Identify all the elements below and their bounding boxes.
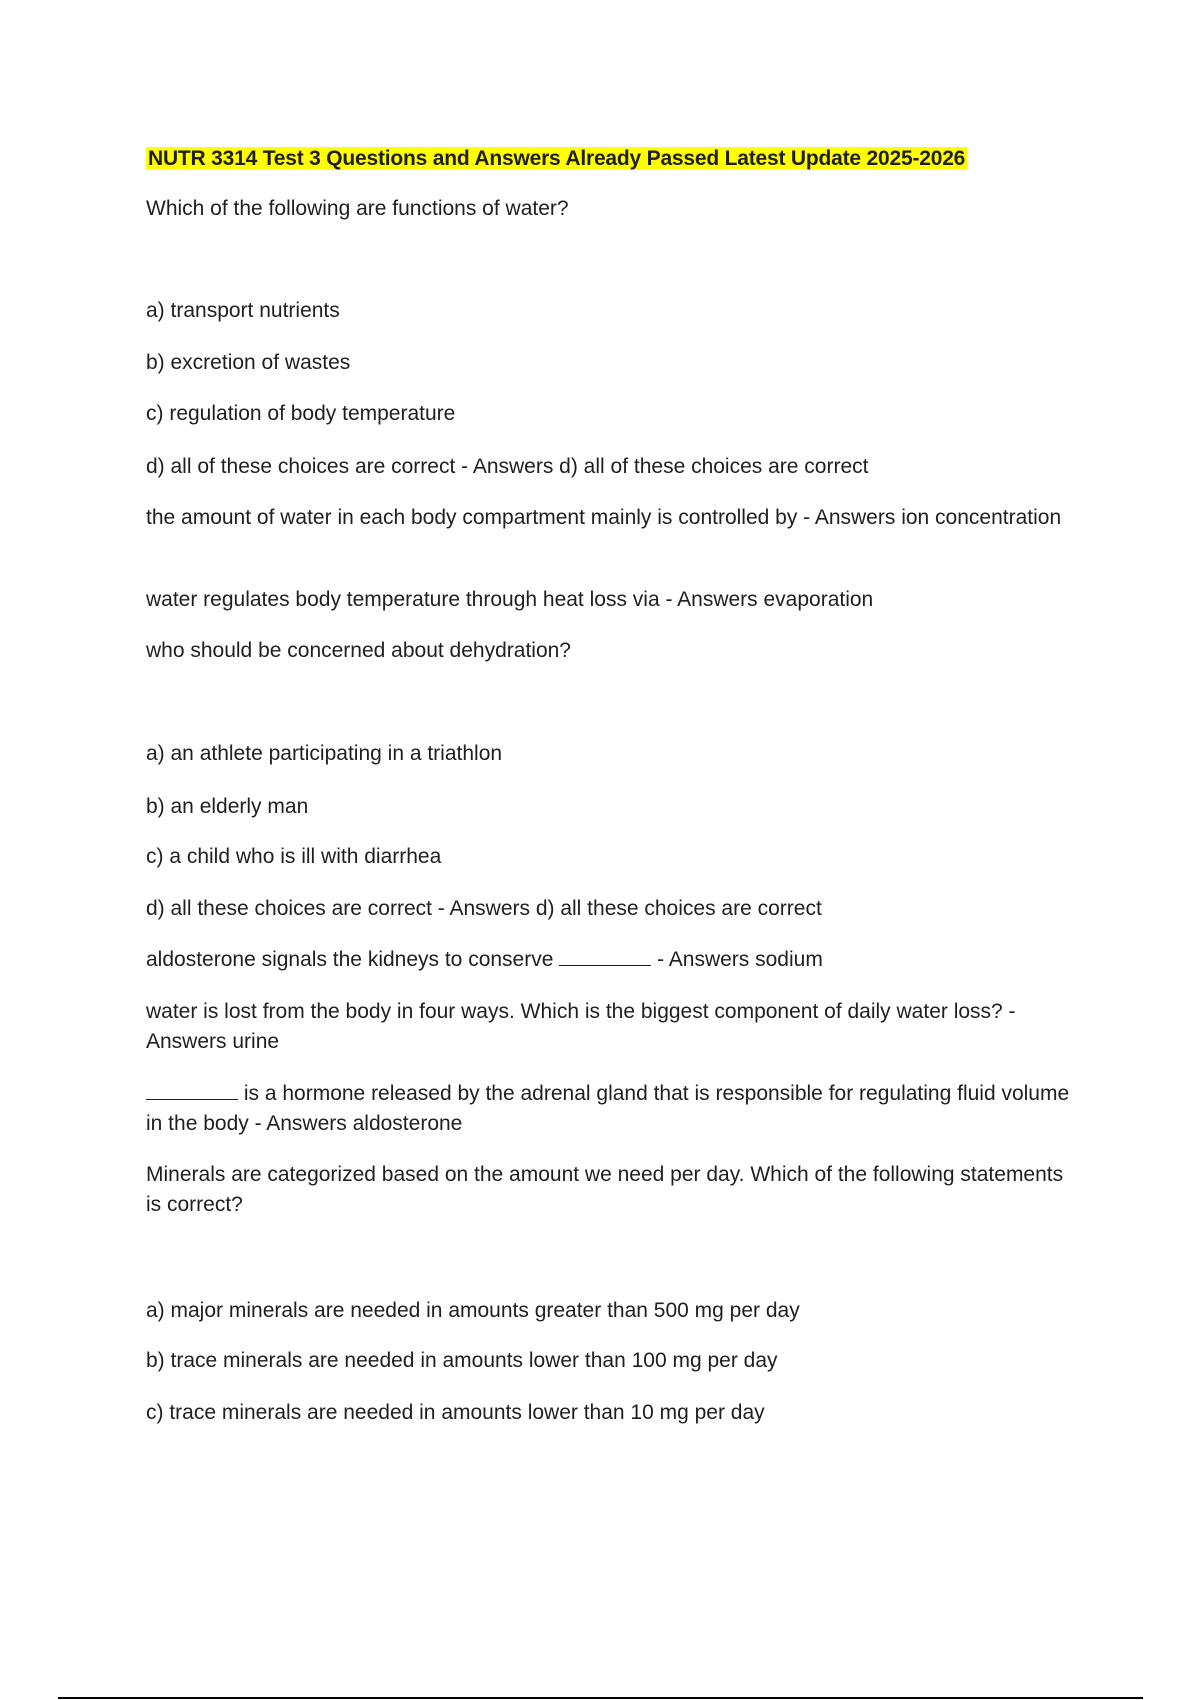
question-1-option-a: a) transport nutrients: [146, 299, 340, 322]
question-7-text: is a hormone released by the adrenal gland that is responsible for regulating fluid volume in the body - Answers aldosterone: [146, 1082, 1070, 1135]
question-3: water regulates body temperature through heat loss via - Answers evaporation: [146, 588, 874, 611]
question-7: [146, 1079, 1081, 1139]
question-4-option-c: c) a child who is ill with diarrhea: [146, 845, 442, 868]
fill-in-blank: [559, 947, 651, 966]
question-1: Which of the following are functions of water?: [146, 197, 569, 220]
document-title-line: [146, 144, 967, 174]
question-5-text-after: - Answers sodium: [651, 948, 823, 971]
question-2: the amount of water in each body compartment mainly is controlled by - Answers ion concentration: [146, 506, 1062, 529]
question-8-option-c: c) trace minerals are needed in amounts lower than 10 mg per day: [146, 1401, 765, 1424]
question-6: water is lost from the body in four ways. Which is the biggest component of daily water loss? - Answers urine: [146, 1000, 1016, 1053]
document-title: NUTR 3314 Test 3 Questions and Answers Already Passed Latest Update 2025-2026: [148, 147, 966, 170]
question-4-option-d: d) all these choices are correct - Answers d) all these choices are correct: [146, 897, 822, 920]
fill-in-blank: [146, 1081, 238, 1100]
question-4-option-a: a) an athlete participating in a triathlon: [146, 742, 503, 765]
question-4: who should be concerned about dehydration?: [146, 639, 571, 662]
question-1-option-b: b) excretion of wastes: [146, 351, 351, 374]
question-5-text-before: aldosterone signals the kidneys to conserve: [146, 948, 560, 971]
footer-rule: [58, 1697, 1143, 1699]
question-5: [146, 945, 823, 975]
question-8: Minerals are categorized based on the amount we need per day. Which of the following statements is correct?: [146, 1163, 1064, 1216]
question-8-option-b: b) trace minerals are needed in amounts lower than 100 mg per day: [146, 1349, 778, 1372]
question-1-option-d: d) all of these choices are correct - Answers d) all of these choices are correct: [146, 455, 869, 478]
question-4-option-b: b) an elderly man: [146, 795, 309, 818]
question-1-option-c: c) regulation of body temperature: [146, 402, 456, 425]
question-8-option-a: a) major minerals are needed in amounts greater than 500 mg per day: [146, 1299, 800, 1322]
